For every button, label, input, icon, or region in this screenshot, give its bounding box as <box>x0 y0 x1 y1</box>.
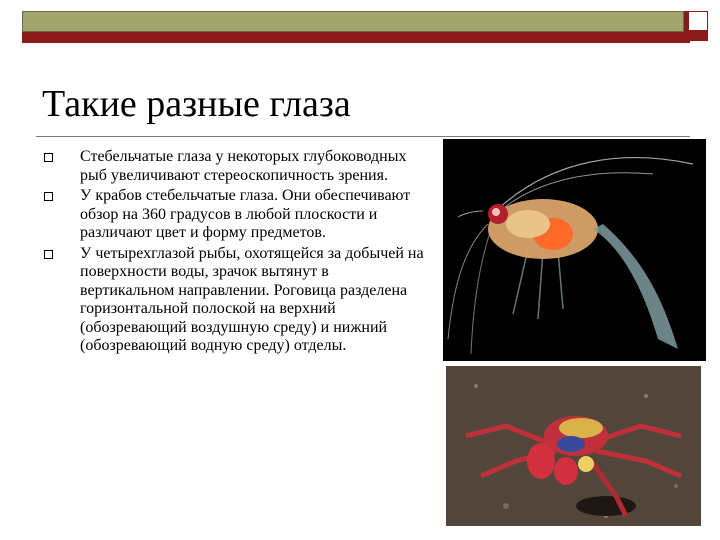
crab-illustration <box>446 366 701 526</box>
crab-photo <box>446 366 701 526</box>
corner-decor <box>688 11 708 41</box>
bullet-text: У четырехглазой рыбы, охотящейся за добычей на поверхности воды, зрачок вытянут в вертикальном направлении. Роговица разделена горизонтальной полоской на верхний (обозревающий воздушную среду) и нижний (обозревающий водную среду) отделы. <box>80 244 424 354</box>
bullet-item <box>44 245 424 356</box>
square-bullet-icon <box>44 250 53 259</box>
corner-decor-inner <box>688 11 708 31</box>
top-decor-band <box>22 11 690 43</box>
title-rule <box>36 136 690 137</box>
top-decor-olive-strip <box>22 11 684 32</box>
shrimp-illustration <box>443 139 706 361</box>
bullet-item <box>44 187 424 243</box>
square-bullet-icon <box>44 153 53 162</box>
bullet-list <box>44 148 424 358</box>
bullet-item <box>44 148 424 185</box>
square-bullet-icon <box>44 192 53 201</box>
slide-title: Такие разные глаза <box>42 83 351 125</box>
bullet-text: Стебельчатые глаза у некоторых глубоководных рыб увеличивают стереоскопичность зрения. <box>80 148 407 184</box>
bullet-text: У крабов стебельчатые глаза. Они обеспечивают обзор на 360 градусов в любой плоскости и различают цвет и форму предметов. <box>80 187 411 241</box>
shrimp-photo <box>443 139 706 361</box>
